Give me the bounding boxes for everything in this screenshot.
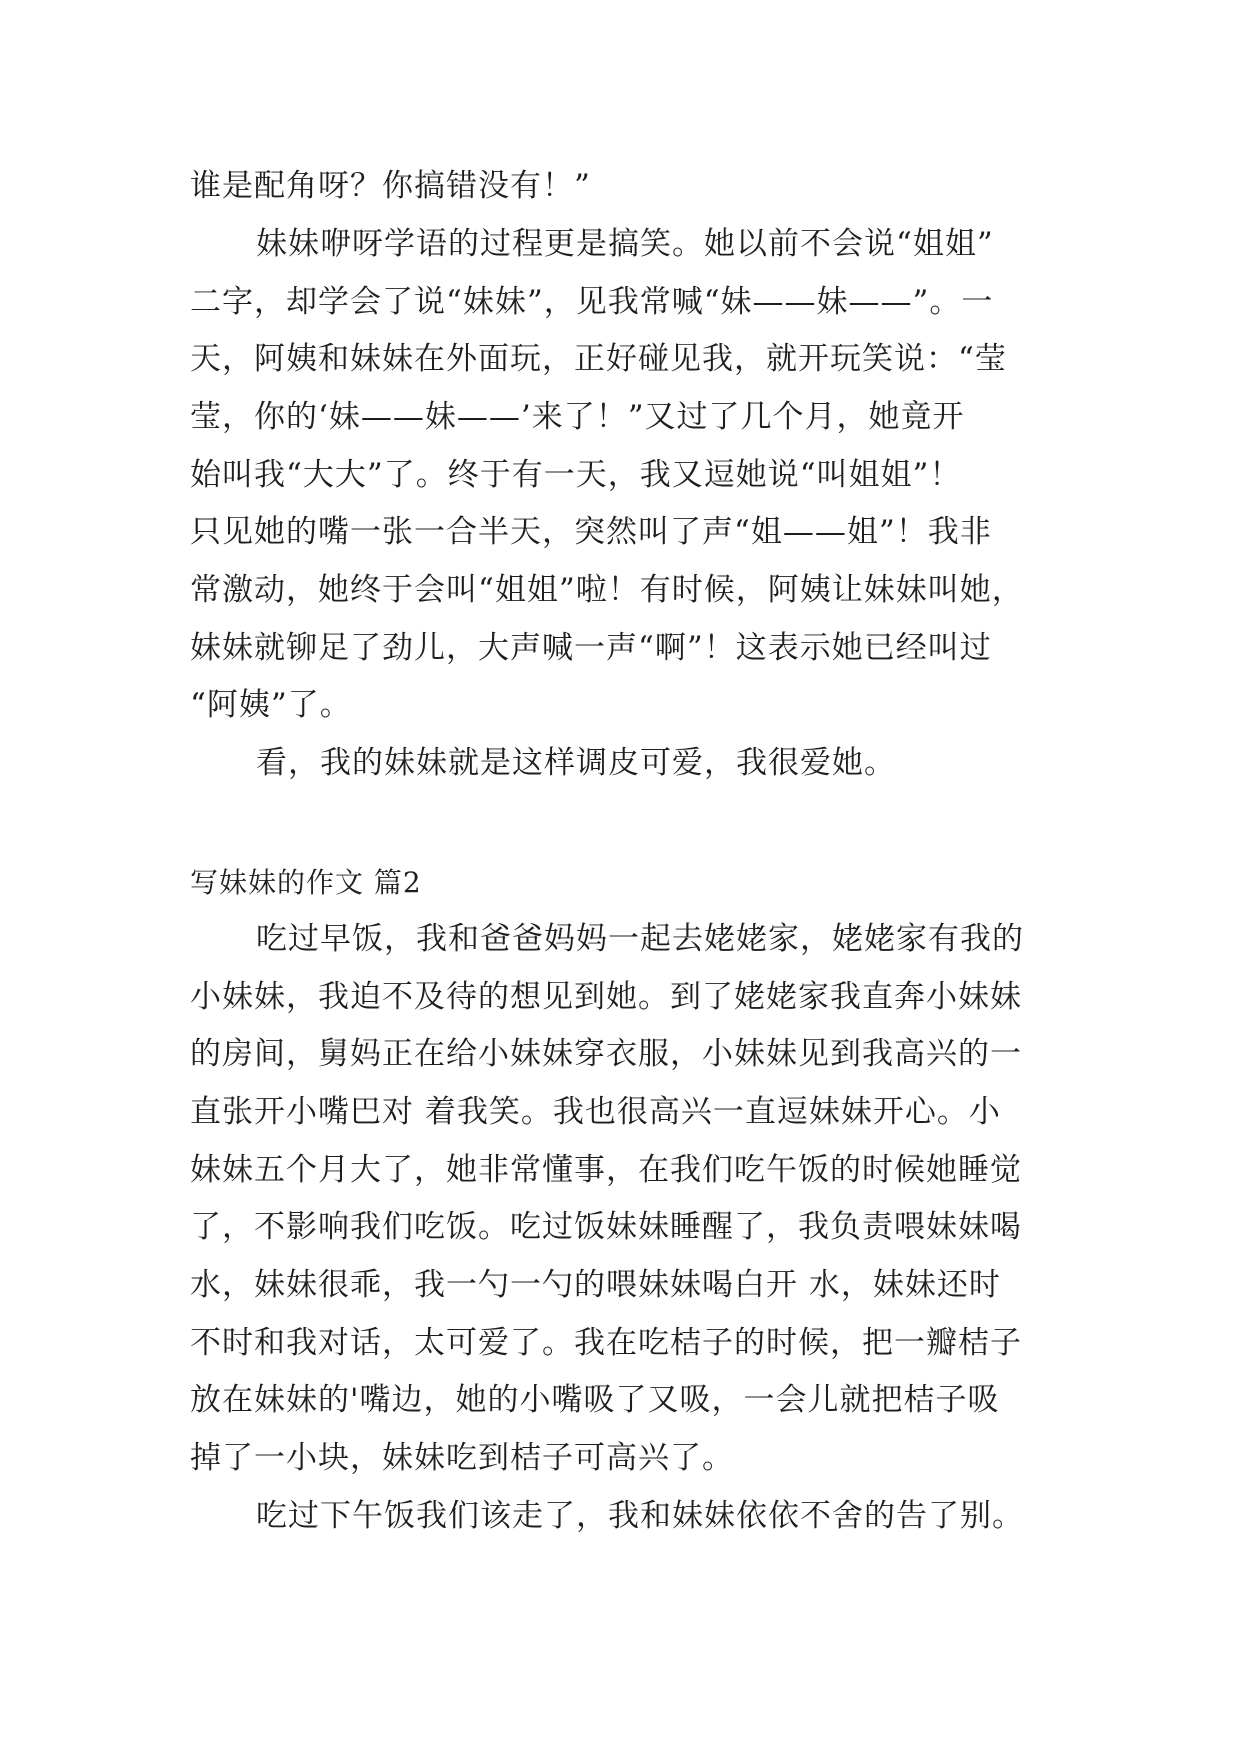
text-line: 妹妹五个月大了，她非常懂事，在我们吃午饭的时候她睡觉 [190,1152,1022,1188]
text-line: 莹，你的‘妹——妹——’来了！”又过了几个月，她竟开 [190,399,965,435]
text-line: 谁是配角呀？你搞错没有！” [190,168,591,204]
text-line: 不时和我对话，太可爱了。我在吃桔子的时候，把一瓣桔子 [190,1325,1022,1361]
section-heading: 写妹妹的作文 篇2 [190,866,422,899]
paragraph-start: 看，我的妹妹就是这样调皮可爱，我很爱她。 [256,745,896,781]
text-line: 放在妹妹的'嘴边，她的小嘴吸了又吸，一会儿就把桔子吸 [190,1382,1000,1418]
paragraph-start: 吃过早饭，我和爸爸妈妈一起去姥姥家，姥姥家有我的 [256,921,1024,957]
text-line: 只见她的嘴一张一合半天，突然叫了声“姐——姐”！我非 [190,514,992,550]
text-line: 水，妹妹很乖，我一勺一勺的喂妹妹喝白开 水，妹妹还时 [190,1267,1001,1303]
text-line: 始叫我“大大”了。终于有一天，我又逗她说“叫姐姐”！ [190,457,962,493]
text-line: 直张开小嘴巴对 着我笑。我也很高兴一直逗妹妹开心。小 [190,1094,1001,1130]
text-line: “阿姨”了。 [190,687,352,723]
text-line: 了，不影响我们吃饭。吃过饭妹妹睡醒了，我负责喂妹妹喝 [190,1209,1022,1245]
text-line: 天，阿姨和妹妹在外面玩，正好碰见我，就开玩笑说：“莹 [190,341,1007,377]
text-line: 常激动，她终于会叫“姐姐”啦！有时候，阿姨让妹妹叫她， [190,572,1024,608]
text-line: 二字，却学会了说“妹妹”，见我常喊“妹——妹——”。一 [190,284,994,320]
paragraph-start: 妹妹咿呀学语的过程更是搞笑。她以前不会说“姐姐” [256,226,994,262]
text-line: 的房间，舅妈正在给小妹妹穿衣服，小妹妹见到我高兴的一 [190,1036,1022,1072]
text-line: 妹妹就铆足了劲儿，大声喊一声“啊”！这表示她已经叫过 [190,630,992,666]
text-line: 小妹妹，我迫不及待的想见到她。到了姥姥家我直奔小妹妹 [190,979,1022,1015]
text-line: 掉了一小块，妹妹吃到桔子可高兴了。 [190,1440,734,1476]
paragraph-start: 吃过下午饭我们该走了，我和妹妹依依不舍的告了别。 [256,1498,1024,1534]
